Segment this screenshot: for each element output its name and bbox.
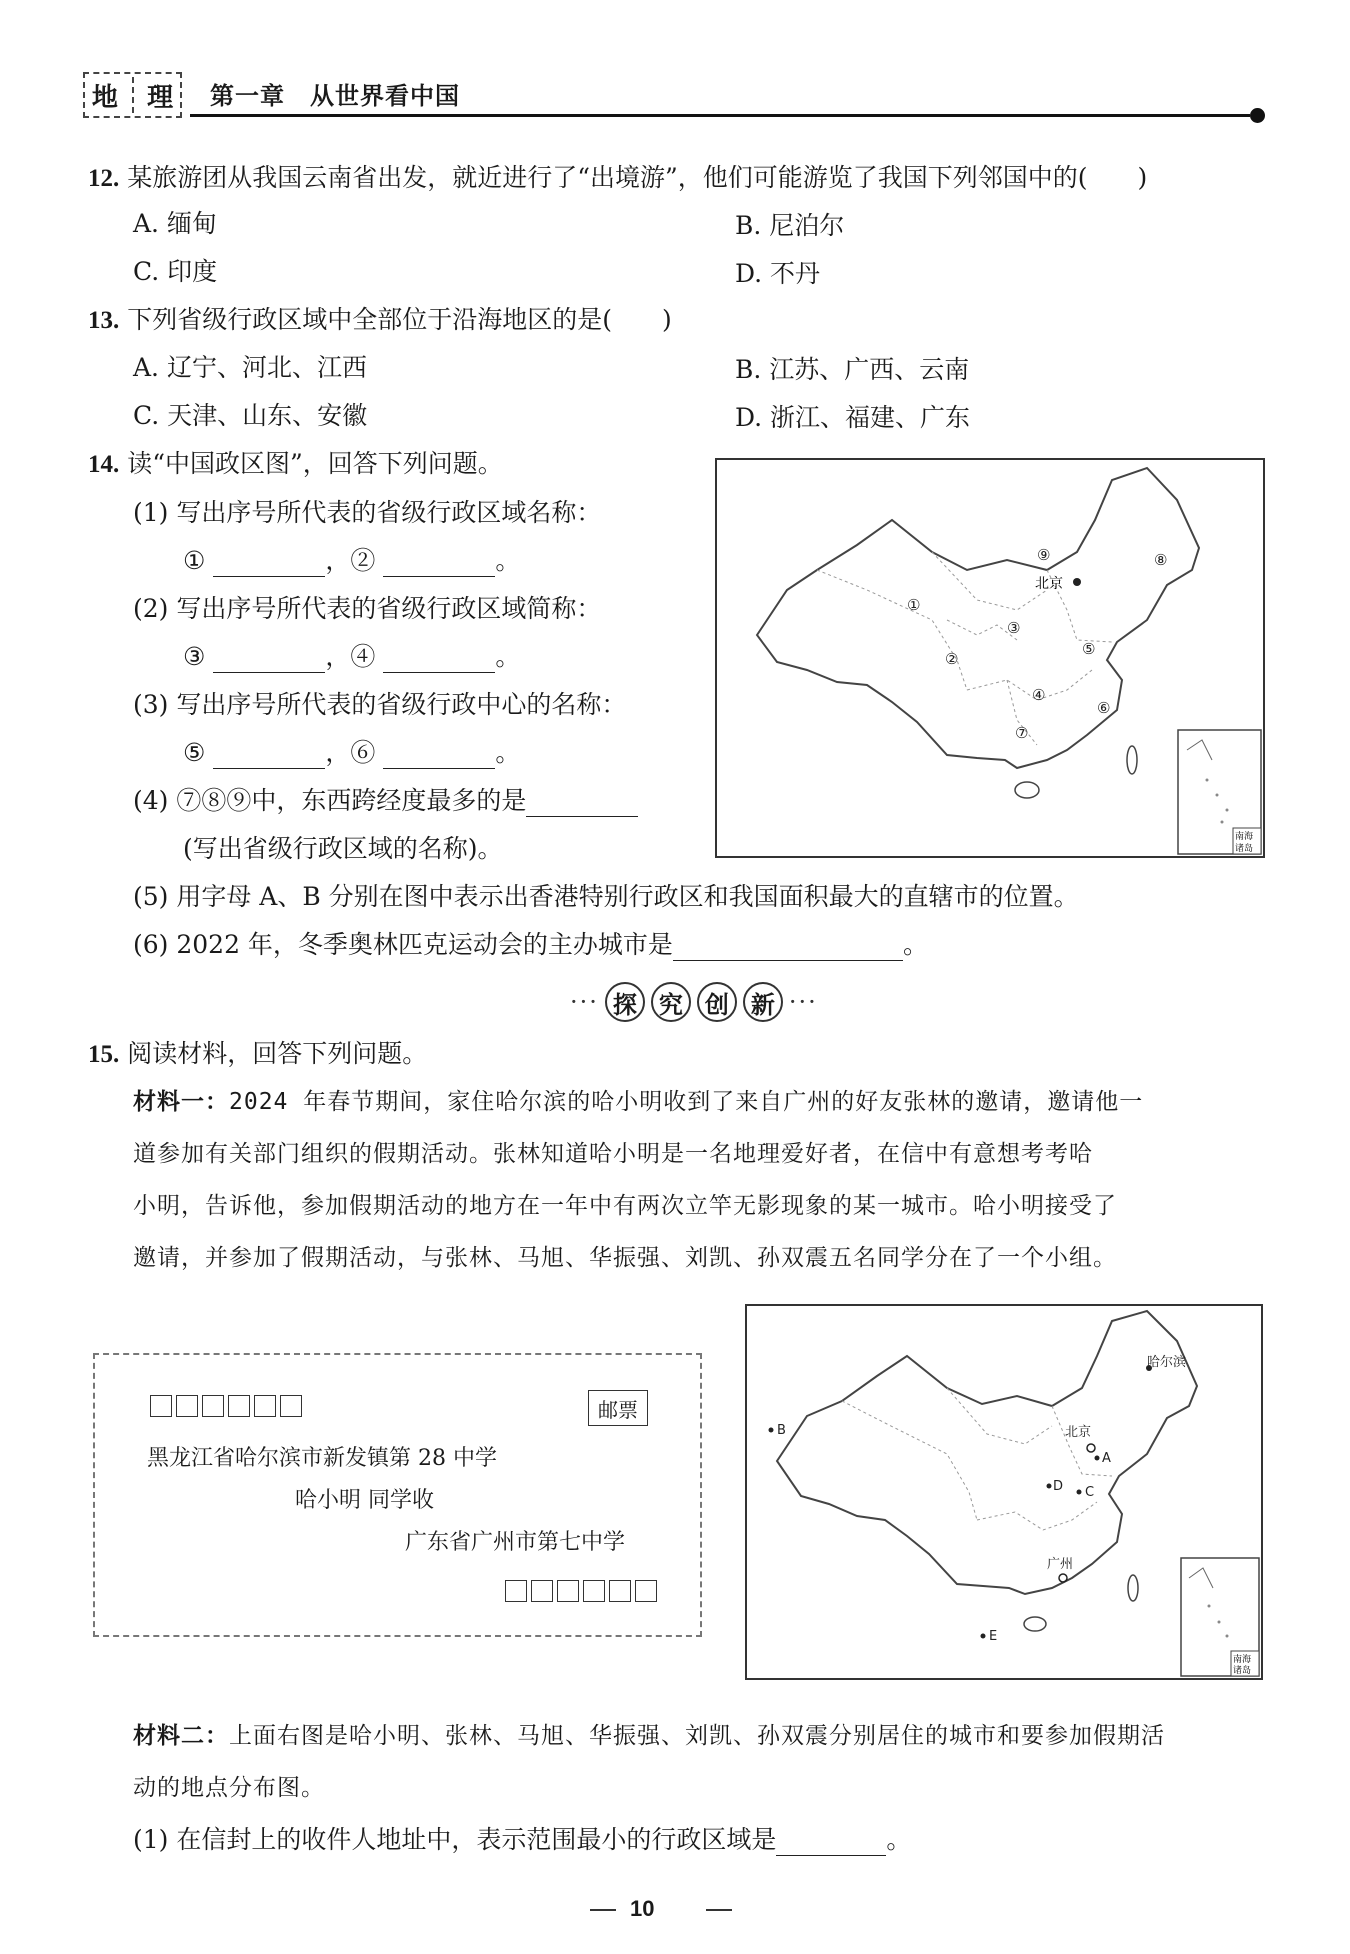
answer-blank[interactable]: [526, 790, 638, 817]
letter-c: C: [1085, 1485, 1095, 1500]
marker-5: ⑤: [1082, 640, 1096, 658]
sub-question-text: (6) 2022 年，冬季奥林匹克运动会的主办城市是: [133, 930, 673, 959]
question-13: [88, 304, 672, 337]
punct: 。: [902, 930, 928, 959]
page-dash: [706, 1909, 732, 1911]
city-location-map: [745, 1304, 1263, 1680]
material-label: 材料一：: [133, 1089, 229, 1115]
marker-2: ②: [945, 650, 959, 668]
heading-char: 探: [605, 982, 645, 1022]
marker: ⑤: [183, 738, 206, 767]
sub-question-2: (2) 写出序号所代表的省级行政区域简称：: [133, 594, 602, 623]
chapter-title: 第一章 从世界看中国: [210, 81, 460, 110]
sender-postcode-boxes: [505, 1580, 661, 1606]
badge-divider: [132, 77, 134, 113]
china-political-map: [715, 458, 1265, 858]
sub-question-text: (4) ⑦⑧⑨中，东西跨经度最多的是: [133, 786, 527, 815]
option-a: A. 缅甸: [133, 209, 217, 238]
material-line: 道参加有关部门组织的假期活动。张林知道哈小明是一名地理爱好者，在信中有意想考考哈: [133, 1141, 1093, 1167]
marker: ，④: [325, 642, 376, 671]
answer-blank[interactable]: [776, 1829, 886, 1856]
option-b: B. 尼泊尔: [735, 211, 845, 240]
subject-char: 理: [147, 82, 174, 113]
material-line: 小明，告诉他，参加假期活动的地方在一年中有两次立竿无影现象的某一城市。哈小明接受了: [133, 1193, 1117, 1219]
marker-6: ⑥: [1097, 699, 1111, 717]
sub-question-4: [133, 785, 638, 817]
stamp-box: 邮票: [588, 1390, 648, 1426]
marker: ，⑥: [325, 738, 376, 767]
answer-blank[interactable]: [383, 646, 495, 673]
sub-question-3: (3) 写出序号所代表的省级行政中心的名称：: [133, 690, 627, 719]
letter-e: E: [989, 1629, 998, 1644]
option-c: C. 印度: [133, 257, 218, 286]
answer-blank[interactable]: [213, 646, 325, 673]
option-c: C. 天津、山东、安徽: [133, 401, 368, 430]
heading-dots: ···: [788, 988, 818, 1016]
header-rule: [190, 114, 1250, 117]
answer-blank[interactable]: [213, 742, 325, 769]
sub-question-1: (1) 写出序号所代表的省级行政区域名称：: [133, 498, 602, 527]
inset-label: 南海: [1233, 1655, 1252, 1665]
material-text: 2024 年春节期间，家住哈尔滨的哈小明收到了来自广州的好友张林的邀请，邀请他一: [229, 1089, 1144, 1115]
inset-label: 诸岛: [1233, 1666, 1252, 1676]
recipient-name: 哈小明 同学收: [295, 1488, 434, 1513]
material-text: 上面右图是哈小明、张林、马旭、华振强、刘凯、孙双震分别居住的城市和要参加假期活: [229, 1723, 1165, 1749]
china-outline-map-2: [747, 1306, 1261, 1678]
question-number: 13.: [88, 307, 120, 334]
question-stem: 阅读材料，回答下列问题。: [127, 1039, 428, 1068]
letter-b: B: [777, 1423, 786, 1438]
header-rule-dot: [1250, 108, 1265, 123]
material-line: 邀请，并参加了假期活动，与张林、马旭、华振强、刘凯、孙双震五名同学分在了一个小组。: [133, 1245, 1117, 1271]
question-number: 14.: [88, 451, 120, 478]
marker-7: ⑦: [1015, 724, 1029, 742]
subject-badge: [83, 72, 182, 118]
answer-line-2: [183, 641, 520, 673]
china-outline-map: [717, 460, 1263, 856]
question-12: [88, 162, 1147, 195]
question-stem: 下列省级行政区域中全部位于沿海地区的是( ): [127, 305, 672, 334]
question-14: [88, 448, 503, 481]
subject-char: 地: [91, 82, 118, 113]
sender-address: 广东省广州市第七中学: [405, 1530, 626, 1555]
section-heading: [570, 982, 818, 1022]
punct: 。: [495, 738, 521, 767]
answer-line-1: [183, 545, 520, 577]
option-a: A. 辽宁、河北、江西: [133, 353, 367, 382]
heading-dots: ···: [570, 988, 599, 1016]
sub-question-5: (5) 用字母 A、B 分别在图中表示出香港特别行政区和我国面积最大的直辖市的位置。: [133, 882, 1079, 911]
answer-blank[interactable]: [383, 742, 495, 769]
sub-question-text: (1) 在信封上的收件人地址中，表示范围最小的行政区域是: [133, 1825, 777, 1854]
inset-label: 南海: [1235, 832, 1254, 842]
inset-label: 诸岛: [1235, 844, 1254, 854]
beijing-label: 北京: [1065, 1425, 1092, 1440]
option-d: D. 不丹: [735, 259, 821, 288]
question-stem: 读“中国政区图”，回答下列问题。: [127, 449, 503, 478]
heading-char: 究: [651, 982, 691, 1022]
marker: ，②: [325, 546, 376, 575]
answer-blank[interactable]: [213, 550, 325, 577]
marker-9: ⑨: [1037, 546, 1051, 564]
answer-line-3: [183, 737, 520, 769]
material-line: 动的地点分布图。: [133, 1775, 325, 1801]
sub-question-6: [133, 929, 928, 961]
material-line: [133, 1710, 1273, 1762]
guangzhou-label: 广州: [1047, 1557, 1074, 1572]
marker-4: ④: [1032, 686, 1046, 704]
answer-blank[interactable]: [383, 550, 495, 577]
sub-question-1: [133, 1824, 911, 1856]
letter-d: D: [1053, 1479, 1064, 1494]
marker: ③: [183, 642, 206, 671]
recipient-address: 黑龙江省哈尔滨市新发镇第 28 中学: [147, 1446, 497, 1471]
punct: 。: [886, 1825, 912, 1854]
material-line: [133, 1076, 1273, 1128]
marker: ①: [183, 546, 206, 575]
page-dash: [590, 1909, 616, 1911]
question-number: 12.: [88, 165, 120, 192]
marker-8: ⑧: [1154, 551, 1168, 569]
option-d: D. 浙江、福建、广东: [735, 403, 971, 432]
question-15: [88, 1038, 427, 1071]
letter-a: A: [1102, 1451, 1111, 1466]
material-label: 材料二：: [133, 1723, 229, 1749]
question-number: 15.: [88, 1041, 120, 1068]
sub-question-4-note: (写出省级行政区域的名称)。: [183, 834, 503, 863]
harbin-label: 哈尔滨: [1147, 1355, 1187, 1370]
marker-1: ①: [907, 596, 921, 614]
heading-char: 创: [697, 982, 737, 1022]
question-stem: 某旅游团从我国云南省出发，就近进行了“出境游”，他们可能游览了我国下列邻国中的( ): [127, 163, 1148, 192]
envelope: [93, 1353, 702, 1637]
option-b: B. 江苏、广西、云南: [735, 355, 970, 384]
material-two: [133, 1710, 1273, 1814]
postcode-boxes: [150, 1395, 306, 1421]
punct: 。: [495, 642, 521, 671]
marker-3: ③: [1007, 619, 1021, 637]
page-number: 10: [630, 1896, 655, 1921]
answer-blank[interactable]: [673, 934, 903, 961]
material-one: [133, 1076, 1273, 1284]
heading-char: 新: [743, 982, 783, 1022]
beijing-label: 北京: [1035, 576, 1063, 592]
punct: 。: [495, 546, 521, 575]
